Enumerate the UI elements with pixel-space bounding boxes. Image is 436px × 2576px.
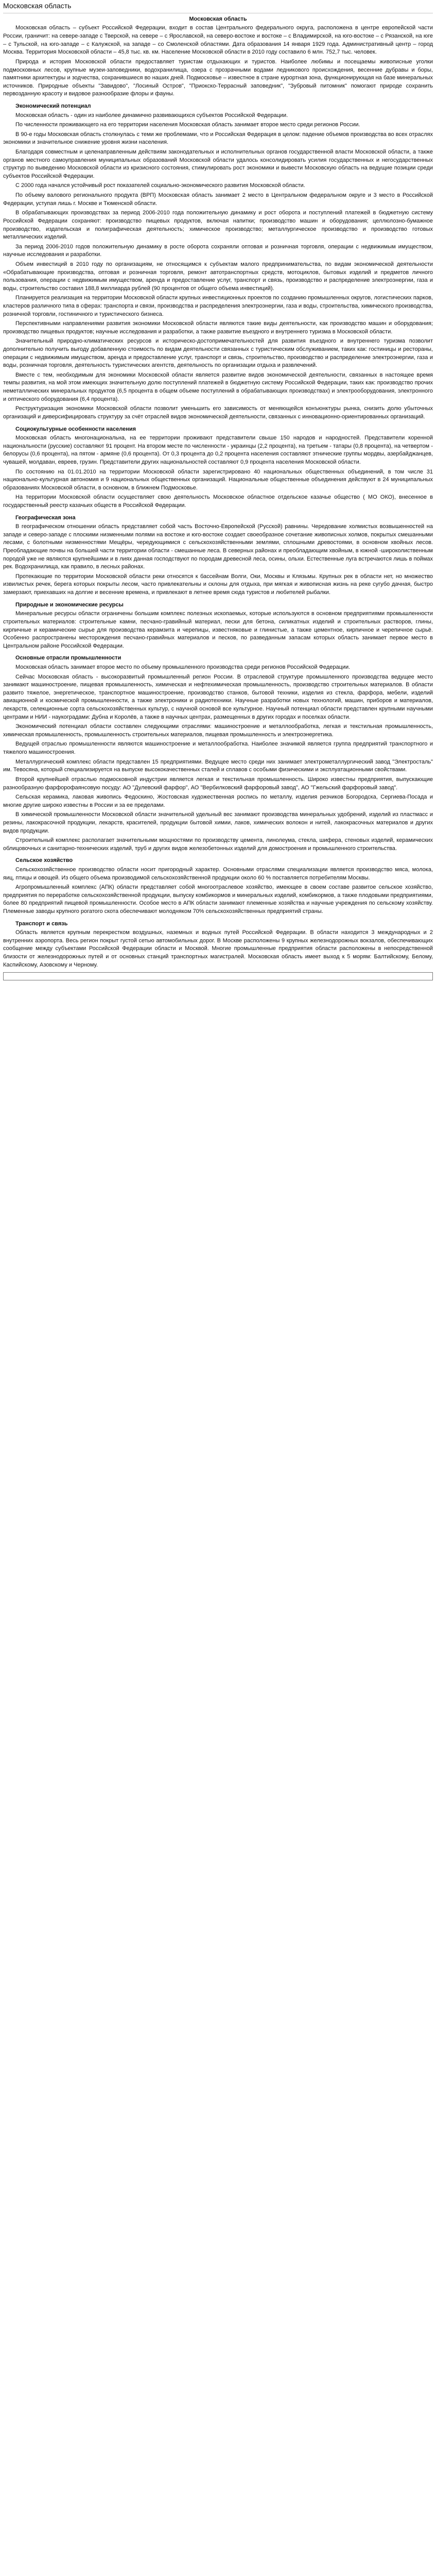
document-body bbox=[3, 24, 433, 969]
section-heading-transport: Транспорт и связь bbox=[15, 920, 68, 927]
paragraph: Сельскохозяйственное производство области носит пригородный характер. Основными отраслями специализации является производство мяса, молока, яиц, птицы и овощей. Из общего объема производимой сельскохозяйственной продукции около 60 % поставляется потребителям Москвы. bbox=[3, 866, 433, 881]
paragraph: Значительный природно-климатических ресурсов и историческо-достопримечательностей для развития въездного и внутреннего туризма позволит дополнительно получить выгоду добавленную стоимость по видам деятельности связанных с туристическим обслуживанием, таких как: гостиницы и рестораны, операции с недвижимым имуществом, аренда и предоставление услуг, транспорт и связь, строительство, производство и распределение электроэнергии, газа и воды, розничная торговля, деятельность туристических агентств, деятельность по организации отдыха и развлечений. bbox=[3, 338, 433, 369]
section-heading-industry: Основные отрасли промышленности bbox=[15, 655, 121, 662]
paragraph: По численности проживающего на его территории населения Московская область занимает второе место среди регионов России. bbox=[15, 122, 360, 128]
paragraph: Реструктуризация экономики Московской области позволит уменьшить его зависимость от меняющейся конъюнктуры рынка, снизить долю убыточных организаций и диверсифицировать структуру за счёт отраслей видов экономической деятельности, связанных с инновационно-ориентированных организаций. bbox=[3, 405, 433, 420]
paragraph: Перспективными направлениями развития экономики Московской области являются такие виды деятельности, как производство машин и оборудования; производство пищевых продуктов; научные исследования и разработки, а также развитие въездного и внутреннего туризма в Московской области. bbox=[3, 320, 433, 335]
paragraph: Металлургический комплекс области представлен 15 предприятиями. Ведущее место среди них занимает электрометаллургический завод "Электросталь" им. Тевосяна, который специализируется на выпуске высококачественных сталей и сплавов с особыми физическими и эксплуатационными свойствами. bbox=[3, 758, 433, 773]
paragraph: Московская область - один из наиболее динамично развивающихся субъектов Российской Федерации. bbox=[15, 112, 288, 118]
section-heading-agro: Сельское хозяйство bbox=[15, 857, 73, 864]
paragraph: По состоянию на 01.01.2010 на территории Московской области зарегистрировано 40 национальных общественных объединений, в том числе 31 национально-культурная автономия и 9 национальных общественных организаций. Национальные общественные объединения действуют в 24 муниципальных образованиях Московской области, в основном, в ближнем Подмосковье. bbox=[3, 468, 433, 491]
paragraph: В географическом отношении область представляет собой часть Восточно-Европейской (Русской) равнины. Чередование холмистых возвышенностей на западе и северо-западе с плоскими низменными полями на востоке и юго-востоке создает своеобразное сочетание живописных холмов, покрытых смешанными лесами, с болотными низменностями Мещёры, чередующимися с сельскохозяйственными землями, сплошными древостоями, в основном хвойных лесов. Преобладающие почвы на большей части территории области - смешанные леса. В северных районах и преобладающим хвойным, в южной -широколиственным породой уже не являются крупнейшими и в лиях данная господствуют по породам древесной леса, осины, ольхи. Естественные луга встречаются лишь в поймах рек. Водохранилища, как правило, в лесных районах. bbox=[3, 523, 433, 570]
paragraph: За период 2006-2010 годов положительную динамику в росте оборота сохраняли оптовая и розничная торговля, операции с недвижимым имуществом, научные исследования и разработки. bbox=[3, 243, 433, 258]
paragraph: С 2000 года начался устойчивый рост показателей социально-экономического развития Московской области. bbox=[15, 182, 305, 189]
paragraph: В химической промышленности Московской области значительной удельный вес занимают производства минеральных удобрений, изделий из пластмасс и резины, лакокрасочной продукции, лекарств, красителей, продукции бытовой химии, лаков, химических волокон и нитей, лакокрасочных материалов и других видов продукции. bbox=[3, 811, 433, 834]
paragraph: Ведущей отраслью промышленности являются машиностроение и металлообработка. Наиболее значимой является группа предприятий транспортного и тяжелого машиностроения. bbox=[3, 741, 433, 756]
document-page bbox=[0, 0, 436, 982]
bottom-empty-box bbox=[3, 972, 433, 980]
paragraph: Сейчас Московская область - высокоразвитый промышленный регион России. В отраслевой структуре промышленного производства ведущее место занимают машиностроение, пищевая промышленность, химическая и нефтехимическая промышленность, производство строительных материалов. В области развито тяжелое, энергетическое, транспортное машиностроение, производство станков, бытовой техники, изделия из стекла, фарфора, мебели, изделий авиационной и космической промышленности, а также электроники и радиотехники. Научные разработки новых технологий, машин, приборов и материалов, лекарств, селекционные сорта сельскохозяйственных культур, с научной основой все культурное. Научный потенциал области представлен крупными научными центрами и НИИ - наукоградами: Дубна и Королёв, а также в научных центрах, размещенных в других городах и поселках области. bbox=[3, 673, 433, 720]
paragraph: Вместе с тем, необходимым для экономики Московской области является развитие видов экономической деятельности, связанных в настоящее время темпы развития, на мой этом имеющих значительную долю поступлений платежей в бюджетную систему Российской Федерации, таких как: производство прочих неметаллических минеральных продуктов (6,5 процента в общем объеме поступлений в обрабатывающих производствах) и электрооборудования, электронного и оптического оборудования (6,4 процента). bbox=[3, 371, 433, 402]
paragraph: Область является крупным перекрестком воздушных, наземных и водных путей Российской Федерации. В области находится 3 международных и 2 внутренних аэропорта. Весь регион покрыт густой сетью автомобильных дорог. В Москве расположены 9 крупных железнодорожных вокзалов, обеспечивающих сообщение между субъектами Российской Федерации области и Москвой. Многие промышленные предприятия области расположены в непосредственной близости от железнодорожных путей и от основных станций транспортных магистралей. Московская область имеет выход к 5 морям: Балтийскому, Белому, Каспийскому, Азовскому и Черному. bbox=[3, 929, 433, 968]
section-heading-economy: Экономический потенциал bbox=[15, 103, 91, 109]
paragraph: Московская область занимает второе место по объему промышленного производства среди регионов Российской Федерации. bbox=[15, 664, 351, 670]
document-title: Московская область bbox=[189, 15, 247, 22]
paragraph: Второй крупнейшей отраслью подмосковной индустрии является легкая и текстильная промышленность. Широко известны предприятия, выпускающие разнообразную фарфорофаянсовую посуду: АО "Дулевский фарфор", АО "Вербилковский фарфоровый завод", АО "Гжельский фарфоровый завод". bbox=[3, 776, 433, 791]
paragraph: Строительный комплекс располагает значительными мощностями по производству цемента, линолеума, стекла, шифера, стеновых изделий, керамических облицовочных и санитарно-технических изделий, труб и других видов железобетонных изделий для домостроения и промышленного строительства. bbox=[3, 837, 433, 852]
paragraph: Сельская керамика, лаковая живопись Федоскино, Жостовская художественная роспись по металлу, изделия резчиков Богородска, Сергиева-Посада и многие другие широко известны в России и за ее пределами. bbox=[3, 794, 433, 808]
section-heading-nature: Природные и экономические ресурсы bbox=[15, 601, 124, 608]
paragraph: Московская область многонациональна, на ее территории проживают представители свыше 150 народов и народностей. Представители коренной национальности (русские) составляют 91 процент. На втором месте по численности - украинцы (2,2 процента), на третьем - татары (0,8 процента), на четвертом - белорусы (0,6 процента), на пятом - армяне (0,6 процента). От 0,3 процента до 0,2 процента населения составляют этнические группы мордвы, азербайджанцев, чувашей, молдаван, евреев, грузин. Представители других национальностей составляют 0,9 процента населения Московской области. bbox=[3, 435, 433, 465]
paragraph: По объему валового регионального продукта (ВРП) Московская область занимает 2 место в Центральном федеральном округе и 3 место в Российской Федерации, уступая лишь г. Москве и Тюменской области. bbox=[3, 192, 433, 207]
section-heading-geo: Географическая зона bbox=[15, 514, 76, 521]
page-title: Московская область bbox=[3, 0, 433, 13]
paragraph: Объем инвестиций в 2010 году по организациям, не относящимся к субъектам малого предпринимательства, по видам экономической деятельности «Обрабатывающие производства, оптовая и розничная торговля, ремонт автотранспортных средств, мотоциклов, бытовых изделий и предметов личного пользования, операции с недвижимым имуществом, аренда и предоставление услуг, транспорт и связь, производство и распределение электроэнергии, газа и воды, строительство составил 188,8 миллиарда рублей (90 процентов от общего объема инвестиций). bbox=[3, 261, 433, 292]
paragraph: Природа и история Московской области предоставляет туристам отдыхающих и туристов. Наиболее любимы и посещаемы живописные уголки подмосковных лесов, крупные музеи-заповедники, водохранилища, озера с прозрачными водами ледникового происхождения, весенние дубравы и боры, памятники архитектуры и зодчества, сохранившиеся во наших дней. Подмосковье – известное в стране курортная зона, функционирующая на базе минеральных источников. Природные объекты "Завидово", "Лосиный Остров", "Приокско-Террасный заповедник", "Зубровый питомник" помогают природе сохранить первозданную красоту и видовое разнообразие флоры и фауны. bbox=[3, 58, 433, 97]
section-heading-population: Социокультурные особенности населения bbox=[15, 426, 136, 432]
paragraph: Минеральные ресурсы области ограничены большим комплекс полезных ископаемых, которые используются в основном предприятиями промышленности строительных материалов: строительные камни, песчано-гравийный материал, пески для бетона, силикатных изделий и строительных растворов, глины, кирпичные и керамические сырье для производства керамзита и черепицы, известняковые и глинистые, а также цементное, кирпичное и черепичное сырьё. Особенно распространены месторождения песчано-гравийных материалов и песков, по разведанным запасам которых область занимает первое место в Центральном районе Российской Федерации. bbox=[3, 611, 433, 649]
paragraph: В обрабатывающих производствах за период 2006-2010 года положительную динамику и рост оборота и поступлений платежей в бюджетную систему Российской Федерации сохраняют: производство пищевых продуктов, включая напитки; производство машин и оборудования; целлюлозно-бумажное производство, издательская и полиграфическая деятельность; химическое производство; металлургическое производство и производство готовых металлических изделий. bbox=[3, 210, 433, 241]
paragraph: Протекающие по территории Московской области реки относятся к бассейнам Волги, Оки, Москвы и Клязьмы. Крупных рек в области нет, но множество извилистых речек, берега которых покрыты лесом, часто привлекательны и склоны для отдыха, при мягкая и живописная жизнь на реке сугубо дачная, быстро замерзают, приехавших на долгие и весенние времена, и привлекают в летнее время сюда туристов и любителей рыбалки. bbox=[3, 573, 433, 596]
paragraph: Московская область – субъект Российской Федерации, входит в состав Центрального федерального округа, расположена в центре европейской части России, граничит: на севере-западе с Тверской, на севере – с Ярославской, на северо-востоке и востоке – с Владимирской, на юго-востоке – с Рязанской, на юге – с Тульской, на юго-западе – с Калужской, на западе – со Смоленской областями. Дата образования 14 января 1929 года. Административный центр – город Москва. Территория Московской области – 45,8 тыс. кв. км. Население Московской области в 2010 году составило 6 млн. 752,7 тыс. человек. bbox=[3, 25, 433, 56]
paragraph: На территории Московской области осуществляет свою деятельность Московское областное отдельское казачье общество ( МО ОКО), внесенное в государственный реестр казачьих обществ в Российской Федерации. bbox=[3, 494, 433, 509]
paragraph: Экономический потенциал области составлен следующими отраслями: машиностроение и металлообработка, легкая и текстильная промышленность, химическая промышленность, промышленность строительных материалов, пищевая промышленность и электроэнергетика. bbox=[3, 723, 433, 738]
paragraph: Планируется реализация на территории Московской области крупных инвестиционных проектов по созданию промышленных округов, логистических парков, кластеров различного типа в сферах: транспорта и связи, производства и распределения электроэнергии, газа и воды, строительства, химического производства, розничной торговли, гостиничного и туристического бизнеса. bbox=[3, 295, 433, 317]
paragraph: Агропромышленный комплекс (АПК) области представляет собой многоотраслевое хозяйство, имеющее в своем составе развитое сельское хозяйство, предприятия по переработке сельскохозяйственной продукции, выпуску комбикормов и минеральных изделий, комбикормов, а также плодовыми предприятиями, более 80 предприятий пищевой промышленности. Особое место в АПК области занимают племенные хозяйства и научные учреждения по сельскому хозяйству. Племенные заводы крупного рогатого скота обеспечивают молодняком 70% сельскохозяйственных предприятий страны. bbox=[3, 884, 433, 915]
paragraph: Благодаря совместным и целенаправленным действиям законодательных и исполнительных органов государственной власти Московской области, а также органов местного самоуправления муниципальных образований Московской области удалось консолидировать усилия государственных и негосударственных структур по выведению Московской области из кризисного состояния, стимулировать рост экономики и вывести Московскую область на ведущие позиции среди субъектов Российской Федерации. bbox=[3, 149, 433, 179]
paragraph: В 90-е годы Московская область столкнулась с теми же проблемами, что и Российская Федерация в целом: падение объемов производства во всех отраслях экономики и значительное снижение уровня жизни населения. bbox=[3, 131, 433, 146]
